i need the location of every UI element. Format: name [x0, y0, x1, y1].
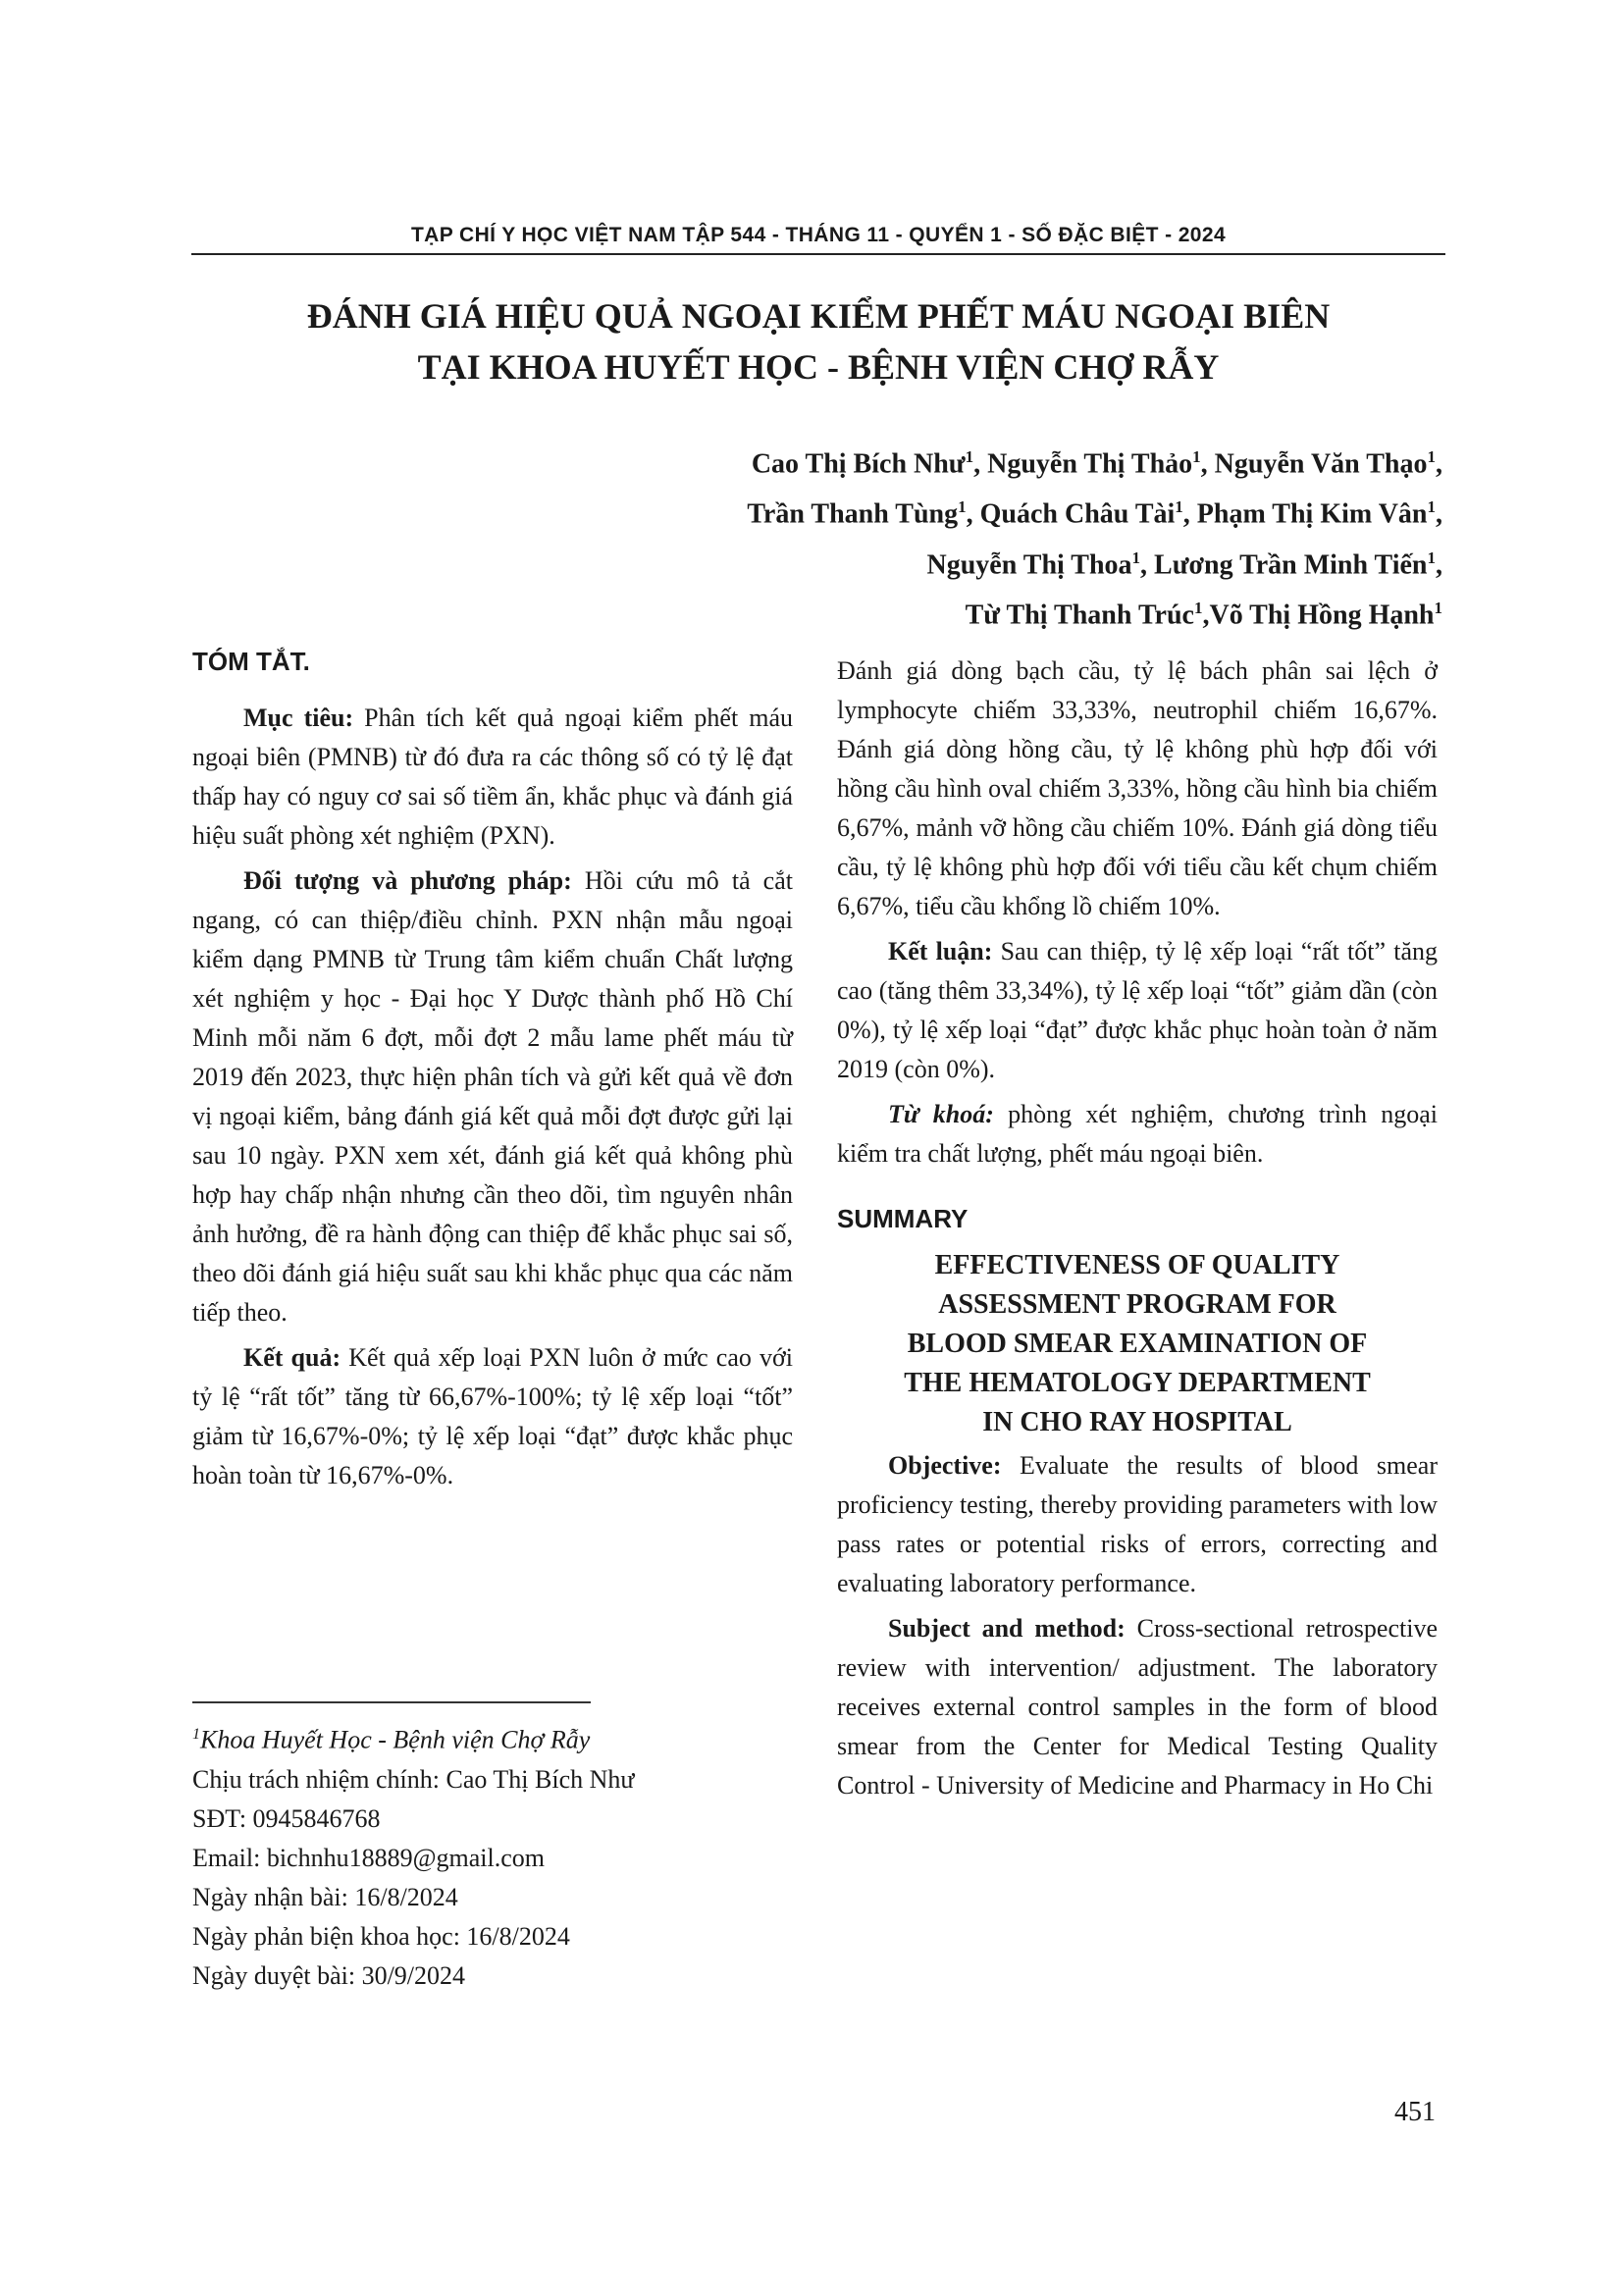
author-separator: , [1140, 548, 1155, 580]
date-received: Ngày nhận bài: 16/8/2024 [192, 1882, 458, 1911]
author-separator: , [1182, 498, 1197, 530]
date-accepted: Ngày duyệt bài: 30/9/2024 [192, 1960, 466, 1990]
author-name: Trần Thanh Tùng [747, 498, 959, 530]
author-name: Nguyễn Thị Thoa [926, 548, 1132, 580]
author-separator: , [1436, 448, 1442, 480]
author-line-4 [363, 587, 1442, 637]
keywords-text: phòng xét nghiệm, chương trình ngoại kiểm tra chất lượng, phết máu ngoại biên. [837, 1100, 1438, 1168]
affiliation-text: Khoa Huyết Học - Bệnh viện Chợ Rẫy [200, 1725, 591, 1754]
author-name: Nguyễn Thị Thảo [987, 448, 1193, 480]
page-number: 451 [1394, 2097, 1436, 2127]
affiliation-marker: 1 [1427, 497, 1436, 517]
date-reviewed: Ngày phản biện khoa học: 16/8/2024 [192, 1921, 570, 1951]
left-column [192, 646, 793, 1501]
title-line-2: TẠI KHOA HUYẾT HỌC - BỆNH VIỆN CHỢ RẪY [417, 347, 1220, 387]
affiliation-marker: 1 [1434, 598, 1442, 617]
author-name: Lương Trần Minh Tiến [1154, 548, 1428, 580]
footnotes [192, 1715, 793, 1996]
right-column [837, 652, 1438, 1811]
author-line-2 [363, 486, 1442, 536]
abstract-conclusion [837, 932, 1438, 1089]
method-label-en: Subject and method: [888, 1614, 1126, 1643]
objective-label-en: Objective: [888, 1451, 1002, 1480]
author-separator: , [966, 498, 980, 530]
affiliation-marker: 1 [1427, 548, 1436, 567]
author-name: Nguyễn Văn Thạo [1214, 448, 1428, 480]
email: Email: bichnhu18889@gmail.com [192, 1843, 545, 1872]
result-label: Kết quả: [243, 1343, 341, 1372]
affiliation-marker: 1 [1192, 447, 1201, 466]
summary-method [837, 1609, 1438, 1805]
author-separator: , [1202, 600, 1210, 631]
header-divider [191, 253, 1445, 255]
objective-label: Mục tiêu: [243, 704, 354, 732]
english-title-line: ASSESSMENT PROGRAM FOR [938, 1289, 1336, 1320]
objective-text-en: Evaluate the results of blood smear proficiency testing, thereby providing parameters with low pass rates or potential risks of errors, correcting and evaluating laboratory performance. [837, 1451, 1438, 1597]
author-separator: , [1436, 548, 1442, 580]
abstract-objective [192, 699, 793, 856]
author-name: Từ Thị Thanh Trúc [965, 600, 1194, 631]
objective-text: Phân tích kết quả ngoại kiểm phết máu ngoại biên (PMNB) từ đó đưa ra các thông số có tỷ lệ đạt thấp hay có nguy cơ sai số tiềm ẩn, khắc phục và đánh giá hiệu suất phòng xét nghiệm (PXN). [192, 704, 793, 850]
author-name: Cao Thị Bích Như [751, 448, 966, 480]
corresponding-author: Chịu trách nhiệm chính: Cao Thị Bích Như [192, 1764, 635, 1794]
journal-header: TẠP CHÍ Y HỌC VIỆT NAM TẬP 544 - THÁNG 11 - QUYỂN 1 - SỐ ĐẶC BIỆT - 2024 [410, 224, 1227, 246]
affiliation [192, 1715, 793, 1760]
author-separator: , [1200, 448, 1215, 480]
affiliation-marker: 1 [1175, 497, 1183, 517]
footnote-divider [192, 1701, 591, 1703]
author-separator: , [973, 448, 988, 480]
abstract-result [192, 1338, 793, 1495]
title-line-1: ĐÁNH GIÁ HIỆU QUẢ NGOẠI KIỂM PHẾT MÁU NGOẠI BIÊN [306, 296, 1331, 336]
abstract-result-continued: Đánh giá dòng bạch cầu, tỷ lệ bách phân sai lệch ở lymphocyte chiếm 33,33%, neutrophil chiếm 16,67%. Đánh giá dòng hồng cầu, tỷ lệ không phù hợp đối với hồng cầu hình oval chiếm 3,33%, hồng cầu hình bia chiếm 6,67%, mảnh vỡ hồng cầu chiếm 10%. Đánh giá dòng tiểu cầu, tỷ lệ không phù hợp đối với tiểu cầu kết chụm chiếm 6,67%, tiểu cầu khổng lồ chiếm 10%. [837, 656, 1438, 920]
summary-objective [837, 1446, 1438, 1603]
affiliation-marker: 1 [1131, 548, 1141, 567]
affiliation-marker: 1 [192, 1726, 200, 1743]
result-text: Kết quả xếp loại PXN luôn ở mức cao với tỷ lệ “rất tốt” tăng từ 66,67%-100%; tỷ lệ xếp loại “tốt” giảm từ 16,67%-0%; tỷ lệ xếp loại “đạt” được khắc phục hoàn toàn từ 16,67%-0%. [192, 1343, 793, 1489]
conclusion-label: Kết luận: [888, 937, 993, 965]
phone: SĐT: 0945846768 [192, 1803, 381, 1833]
affiliation-marker: 1 [965, 447, 974, 466]
english-title-line: THE HEMATOLOGY DEPARTMENT [904, 1368, 1371, 1398]
author-name: Phạm Thị Kim Vân [1196, 498, 1428, 530]
english-title-line: BLOOD SMEAR EXAMINATION OF [907, 1329, 1368, 1359]
author-list [363, 436, 1442, 637]
author-separator: , [1436, 498, 1442, 530]
english-title [837, 1246, 1438, 1442]
affiliation-marker: 1 [958, 497, 967, 517]
method-text: Hồi cứu mô tả cắt ngang, có can thiệp/điều chỉnh. PXN nhận mẫu ngoại kiểm dạng PMNB từ Trung tâm kiểm chuẩn Chất lượng xét nghiệm y học - Đại học Y Dược thành phố Hồ Chí Minh mỗi năm 6 đợt, mỗi đợt 2 mẫu lame phết máu từ 2019 đến 2023, thực hiện phân tích và gửi kết quả về đơn vị ngoại kiểm, bảng đánh giá kết quả mỗi đợt được gửi lại sau 10 ngày. PXN xem xét, đánh giá kết quả không phù hợp hay chấp nhận nhưng cần theo dõi, tìm nguyên nhân ảnh hưởng, đề ra hành động can thiệp để khắc phục sai số, theo dõi đánh giá hiệu suất sau khi khắc phục qua các năm tiếp theo. [192, 866, 793, 1327]
method-text-en: Cross-sectional retrospective review with intervention/ adjustment. The laboratory receives external control samples in the form of blood smear from the Center for Medical Testing Quality Control - University of Medicine and Pharmacy in Ho Chi [837, 1614, 1438, 1800]
affiliation-marker: 1 [1427, 447, 1436, 466]
abstract-method [192, 861, 793, 1332]
keywords-label: Từ khoá: [888, 1100, 994, 1128]
abstract-heading: TÓM TẮT. [192, 647, 310, 676]
conclusion-text: Sau can thiệp, tỷ lệ xếp loại “rất tốt” tăng cao (tăng thêm 33,34%), tỷ lệ xếp loại “tốt” giảm dần (còn 0%), tỷ lệ xếp loại “đạt” được khắc phục hoàn toàn ở năm 2019 (còn 0%). [837, 937, 1438, 1083]
author-name: Võ Thị Hồng Hạnh [1209, 600, 1435, 631]
method-label: Đối tượng và phương pháp: [243, 866, 572, 895]
abstract-keywords [837, 1095, 1438, 1174]
english-title-line: EFFECTIVENESS OF QUALITY [934, 1250, 1340, 1280]
author-line-3 [363, 537, 1442, 587]
english-title-line: IN CHO RAY HOSPITAL [982, 1407, 1292, 1437]
author-name: Quách Châu Tài [979, 498, 1176, 530]
affiliation-marker: 1 [1193, 598, 1203, 617]
article-title [191, 290, 1445, 392]
author-line-1 [363, 436, 1442, 486]
summary-heading: SUMMARY [837, 1204, 969, 1233]
